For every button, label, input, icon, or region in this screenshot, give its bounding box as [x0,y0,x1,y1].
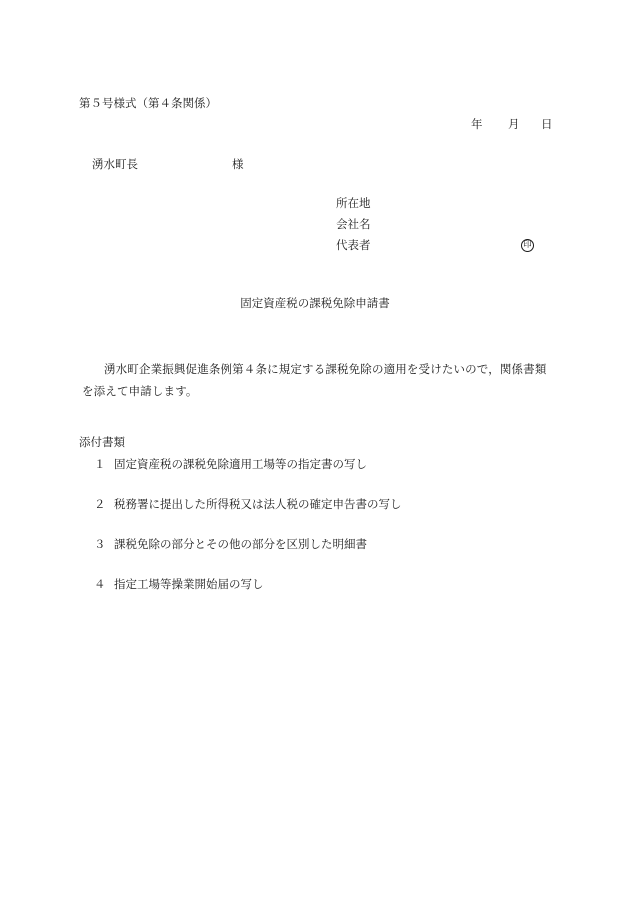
attachments-heading: 添付書類 [79,435,125,449]
attachment-text: 指定工場等操業開始届の写し [114,577,264,591]
addressee-name: 湧水町長 [92,157,138,171]
attachment-item [94,579,264,591]
attachment-number: ２ [94,497,106,511]
address-label: 所在地 [336,196,371,210]
attachment-item [94,539,367,551]
date-day-label: 日 [541,117,553,131]
addressee-honorific: 様 [232,157,244,171]
attachment-item [94,459,367,471]
document-title: 固定資産税の課税免除申請書 [240,296,390,310]
attachment-number: １ [94,457,106,471]
date-month-label: 月 [508,117,520,131]
body-paragraph: 湧水町企業振興促進条例第４条に規定する課税免除の適用を受けたいので，関係書類を添えて申請します。 [82,362,547,398]
seal-mark [521,239,533,251]
representative-label: 代表者 [336,238,371,252]
attachment-text: 税務署に提出した所得税又は法人税の確定申告書の写し [114,497,402,511]
attachment-text: 固定資産税の課税免除適用工場等の指定書の写し [114,457,367,471]
attachment-number: ３ [94,537,106,551]
attachment-item [94,499,402,511]
attachment-number: ４ [94,577,106,591]
form-number: 第５号様式（第４条関係） [79,96,217,110]
company-name-label: 会社名 [336,217,371,231]
date-year-label: 年 [471,117,483,131]
seal-circle-icon: 印 [521,239,534,252]
attachment-text: 課税免除の部分とその他の部分を区別した明細書 [114,537,367,551]
